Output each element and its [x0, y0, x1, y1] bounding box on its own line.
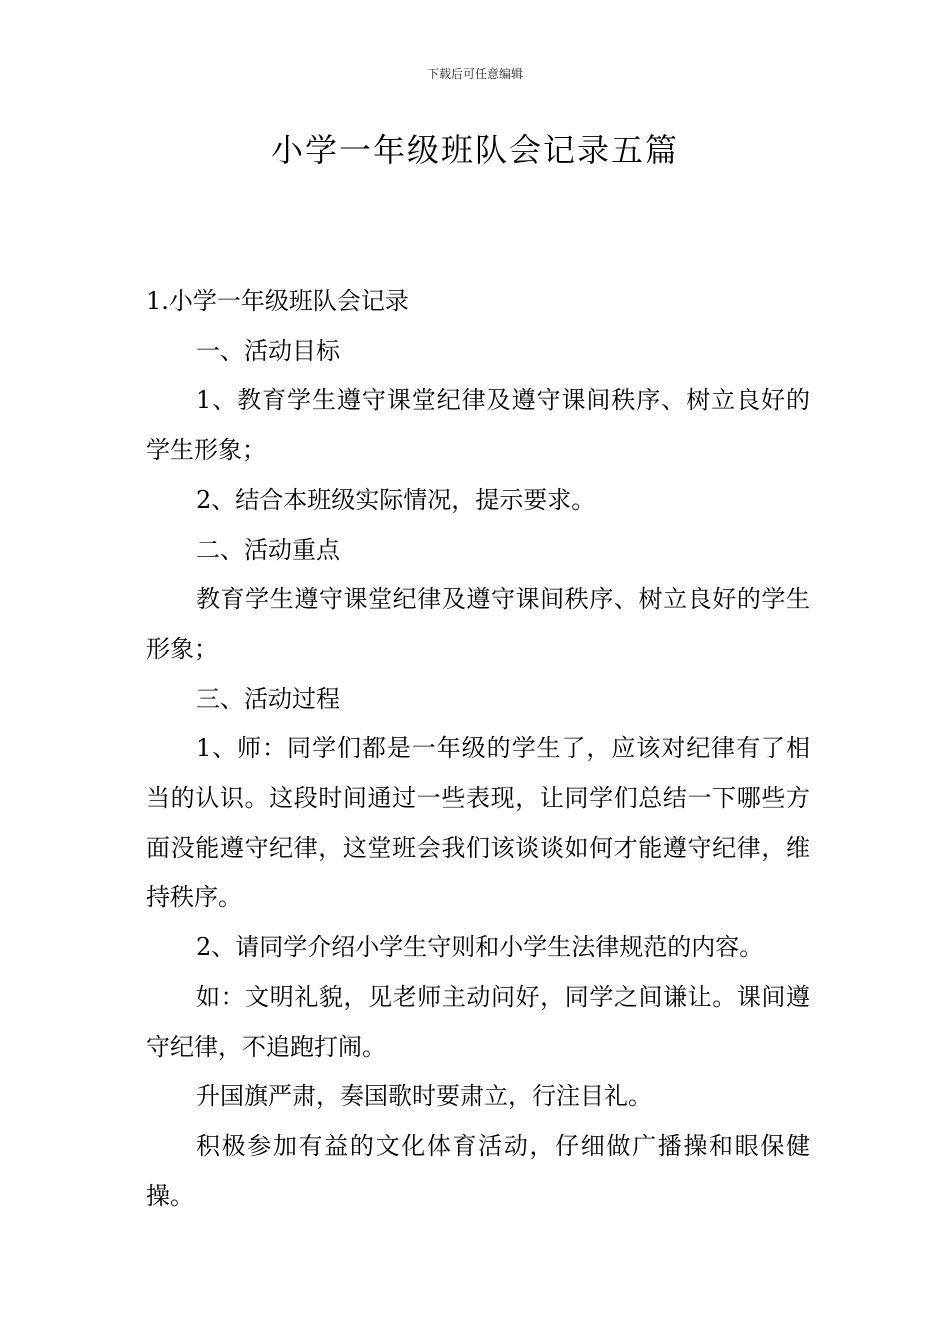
paragraph: 教育学生遵守课堂纪律及遵守课间秩序、树立良好的学生形象； — [146, 585, 810, 663]
subsection-heading: 二、活动重点 — [196, 535, 340, 564]
paragraph: 如：文明礼貌，见老师主动问好，同学之间谦让。课间遵守纪律，不追跑打闹。 — [146, 982, 810, 1061]
paragraph: 2、请同学介绍小学生守则和小学生法律规范的内容。 — [196, 933, 764, 962]
subsection-heading: 一、活动目标 — [196, 336, 340, 365]
paragraph: 1、师：同学们都是一年级的学生了，应该对纪律有了相当的认识。这段时间通过一些表现，让同学们总结一下哪些方面没能遵守纪律，这堂班会我们该谈谈如何才能遵守纪律，维持秩序。 — [146, 734, 810, 912]
header-note: 下载后可任意编辑 — [426, 67, 523, 81]
paragraph: 升国旗严肃，奏国歌时要肃立，行注目礼。 — [196, 1082, 652, 1111]
subsection-heading: 三、活动过程 — [196, 684, 340, 713]
paragraph: 1、教育学生遵守课堂纪律及遵守课间秩序、树立良好的学生形象； — [146, 386, 810, 465]
document-title: 小学一年级班队会记录五篇 — [270, 131, 679, 169]
section-heading: 1.小学一年级班队会记录 — [146, 287, 409, 315]
paragraph: 积极参加有益的文化体育活动，仔细做广播操和眼保健操。 — [146, 1131, 810, 1210]
paragraph: 2、结合本班级实际情况，提示要求。 — [196, 485, 596, 514]
document-body — [146, 277, 810, 1221]
